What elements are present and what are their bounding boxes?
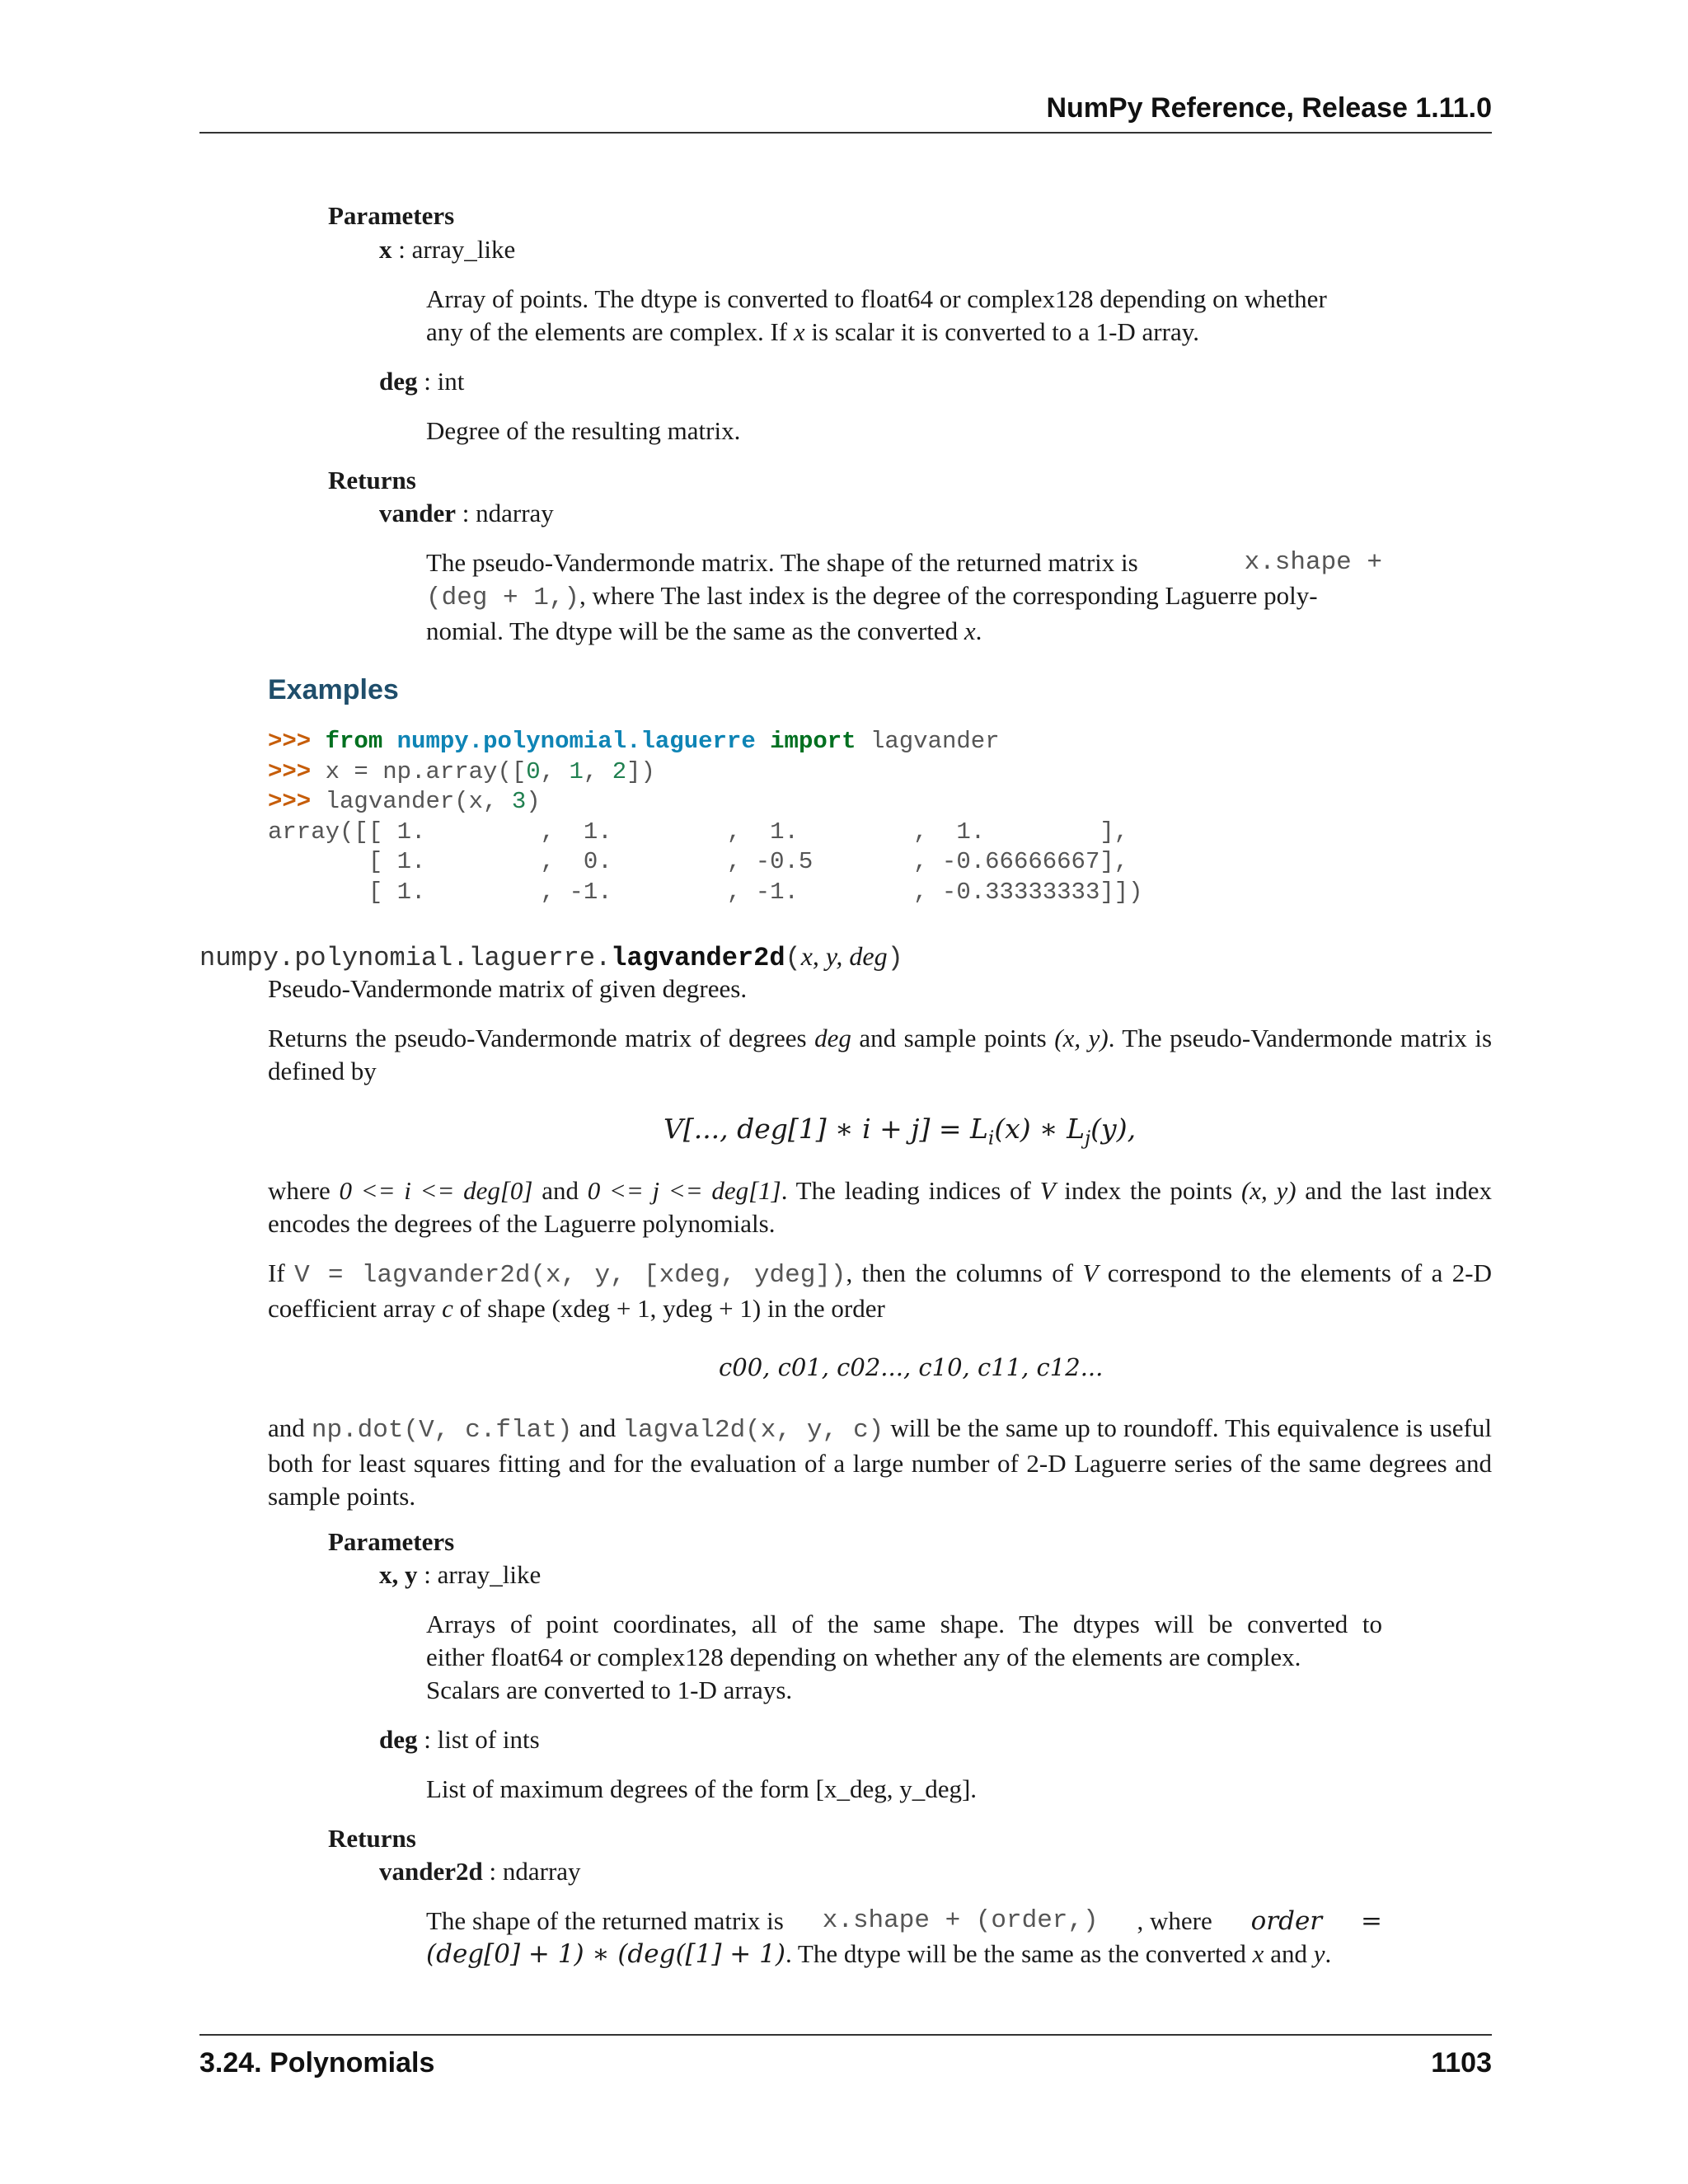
code-text: lagvander <box>856 728 1000 755</box>
param-deg-name: deg <box>379 367 418 396</box>
parameters-label: Parameters <box>328 201 455 230</box>
vander-desc-line2 <box>426 579 1382 615</box>
para-var: (x, y) <box>1240 1176 1296 1205</box>
code-line <box>268 757 1143 788</box>
desc-text: . <box>1325 1939 1332 1968</box>
code-prompt: >>> <box>268 728 312 755</box>
return-vander2d <box>379 1855 581 1888</box>
desc-var: order <box>1250 1906 1323 1936</box>
eq-subscript: j <box>1085 1127 1091 1150</box>
paragraph-equivalence <box>268 1412 1492 1513</box>
para-var: V <box>1039 1176 1056 1205</box>
desc-var: x <box>1252 1939 1264 1968</box>
param-x-name: x <box>379 235 392 264</box>
return-vander2d-description <box>426 1905 1382 1971</box>
return-vander-description <box>426 546 1382 648</box>
vander-desc-line3 <box>426 615 1382 648</box>
param-deg-type: : int <box>417 367 465 396</box>
para-var: c <box>442 1294 453 1323</box>
code-keyword: from <box>325 728 383 755</box>
return-vander-type: : ndarray <box>456 499 554 527</box>
desc-code: (deg + 1,) <box>426 583 580 612</box>
code-number: 2 <box>612 757 627 785</box>
paragraph-columns <box>268 1257 1492 1325</box>
paragraph-indices <box>268 1174 1492 1240</box>
param-xy-type: : array_like <box>417 1560 542 1589</box>
code-prompt: >>> <box>268 757 312 785</box>
signature-paren: ) <box>887 943 903 973</box>
para-var: deg <box>814 1024 851 1052</box>
parameters-label-2d: Parameters <box>328 1527 455 1556</box>
para-code: np.dot(V, c.flat) <box>311 1416 573 1445</box>
code-keyword: import <box>770 728 856 755</box>
para-text: where <box>268 1176 340 1205</box>
desc-text: The pseudo-Vandermonde matrix. The shape of the returned matrix is <box>426 548 1138 577</box>
desc-text: = <box>1361 1906 1382 1936</box>
param-xy-desc-line1: Arrays of point coordinates, all of the same shape. The dtypes will be converted to <box>426 1610 1382 1638</box>
page-header <box>199 92 1492 134</box>
desc-var: x <box>964 616 976 645</box>
eq-text: V[..., deg[1] ∗ i + j] = L <box>663 1113 988 1145</box>
desc-text: any of the elements are complex. If <box>426 317 794 346</box>
code-number: 0 <box>526 757 541 785</box>
para-code: V = lagvander2d(x, y, [xdeg, ydeg]) <box>294 1261 846 1290</box>
desc-code: x.shape + (order,) <box>822 1906 1099 1935</box>
return-vander2d-name: vander2d <box>379 1857 483 1886</box>
code-text: , <box>540 757 570 785</box>
paragraph-definition <box>268 1022 1492 1088</box>
desc-text: , where The last index is the degree of the corresponding Laguerre poly- <box>579 581 1318 610</box>
signature-args: x, y, deg <box>800 941 888 971</box>
code-output-line: [ 1. , 0. , -0.5 , -0.66666667], <box>268 848 1129 875</box>
signature-module: numpy.polynomial.laguerre. <box>199 943 612 973</box>
eq-text: (y), <box>1090 1113 1137 1145</box>
param-xy-desc-line3: Scalars are converted to 1-D arrays. <box>426 1675 793 1704</box>
vander2d-desc-line2 <box>426 1938 1382 1971</box>
param-deg <box>379 365 464 398</box>
code-text: ]) <box>626 757 655 785</box>
header-title: NumPy Reference, Release 1.11.0 <box>1046 92 1492 124</box>
code-number: 3 <box>511 788 527 815</box>
desc-text: . The dtype will be the same as the converted <box>785 1939 1253 1968</box>
desc-math: (deg[0] + 1) ∗ (deg([1] + 1) <box>426 1939 785 1969</box>
para-var: 0 <= j <= deg[1] <box>587 1176 781 1205</box>
returns-label-2d: Returns <box>328 1824 416 1853</box>
para-var: V <box>1082 1258 1099 1287</box>
param-xy-description <box>426 1608 1382 1707</box>
para-text: and <box>268 1413 312 1442</box>
para-var: (x, y) <box>1054 1024 1109 1052</box>
function-summary: Pseudo-Vandermonde matrix of given degrees. <box>268 974 748 1003</box>
code-text: , <box>583 757 612 785</box>
return-vander-name: vander <box>379 499 456 527</box>
para-text: index the points <box>1055 1176 1241 1205</box>
code-text: lagvander(x, <box>311 788 512 815</box>
para-code: lagval2d(x, y, c) <box>622 1416 884 1445</box>
param-x-description <box>426 283 1382 349</box>
desc-code: x.shape + <box>1244 548 1382 577</box>
equation-definition <box>663 1113 1136 1150</box>
page-footer <box>199 2034 1492 2079</box>
return-vander2d-type: : ndarray <box>482 1857 581 1886</box>
desc-var: x <box>793 317 805 346</box>
desc-text: is scalar it is converted to a 1-D array. <box>804 317 1199 346</box>
param-xy-desc-line2: either float64 or complex128 depending on whether any of the elements are complex. <box>426 1643 1301 1671</box>
code-prompt: >>> <box>268 788 312 815</box>
para-text: of shape (xdeg + 1, ydeg + 1) in the order <box>452 1294 885 1323</box>
desc-text: and <box>1264 1939 1314 1968</box>
para-text: and sample points <box>851 1024 1055 1052</box>
para-text: will be the same up to roundoff. This equivalence is useful both for least squares fitting and for the evaluation of a large number of 2-D Laguerre series of the same degrees and sample points. <box>268 1413 1492 1511</box>
code-text: x = np.array([ <box>311 757 527 785</box>
param-xy <box>379 1558 541 1591</box>
code-output-line: [ 1. , -1. , -1. , -0.33333333]]) <box>268 878 1143 906</box>
para-text: , then the columns of <box>846 1258 1083 1287</box>
param-x-desc-line1: Array of points. The dtype is converted to float64 or complex128 depending on whether <box>426 284 1327 313</box>
examples-heading: Examples <box>268 674 399 705</box>
para-text: and <box>572 1413 623 1442</box>
para-text: and the last index encodes the degrees of the Laguerre polynomials. <box>268 1176 1492 1238</box>
code-number: 1 <box>569 757 584 785</box>
desc-var: y <box>1313 1939 1325 1968</box>
para-var: 0 <= i <= deg[0] <box>339 1176 533 1205</box>
desc-text: nomial. The dtype will be the same as the converted <box>426 616 964 645</box>
return-vander <box>379 497 554 530</box>
signature-function-name: lagvander2d <box>611 943 785 973</box>
desc-text: , where <box>1137 1906 1212 1935</box>
param-deg-type: : list of ints <box>417 1725 540 1754</box>
code-line <box>268 787 1143 818</box>
vander2d-desc-line1 <box>426 1905 1382 1938</box>
eq-subscript: i <box>987 1127 995 1150</box>
code-line <box>268 727 1143 757</box>
returns-label: Returns <box>328 466 416 494</box>
code-module: numpy.polynomial.laguerre <box>396 728 756 755</box>
para-text: and <box>532 1176 588 1205</box>
code-output-line: array([[ 1. , 1. , 1. , 1. ], <box>268 818 1129 846</box>
param-deg-description: Degree of the resulting matrix. <box>426 416 741 445</box>
vander-desc-line1 <box>426 546 1382 579</box>
function-signature <box>199 940 903 973</box>
eq-text: (x) ∗ L <box>994 1113 1085 1145</box>
para-text: . The pseudo-Vandermonde matrix is defined by <box>268 1024 1493 1085</box>
footer-page-number: 1103 <box>1431 2047 1492 2079</box>
signature-paren: ( <box>785 943 801 973</box>
param-xy-name: x, y <box>379 1560 418 1589</box>
desc-text: The shape of the returned matrix is <box>426 1906 784 1935</box>
para-text: . The leading indices of <box>781 1176 1040 1205</box>
param-x <box>379 233 515 266</box>
param-x-type: : array_like <box>392 235 516 264</box>
param-deg-2d-description: List of maximum degrees of the form [x_deg, y_deg]. <box>426 1774 978 1803</box>
param-x-desc-line2 <box>426 316 1382 349</box>
para-text: correspond to the elements of a 2-D coefficient array <box>268 1258 1492 1323</box>
para-text: If <box>268 1258 295 1287</box>
equation-order: c00, c01, c02..., c10, c11, c12... <box>719 1353 1104 1381</box>
example-code-block <box>268 727 1143 907</box>
para-text: Returns the pseudo-Vandermonde matrix of degrees <box>268 1024 815 1052</box>
desc-text: . <box>975 616 982 645</box>
param-deg-2d <box>379 1723 540 1756</box>
footer-section: 3.24. Polynomials <box>199 2047 435 2079</box>
param-deg-name: deg <box>379 1725 418 1754</box>
code-text: ) <box>526 788 541 815</box>
